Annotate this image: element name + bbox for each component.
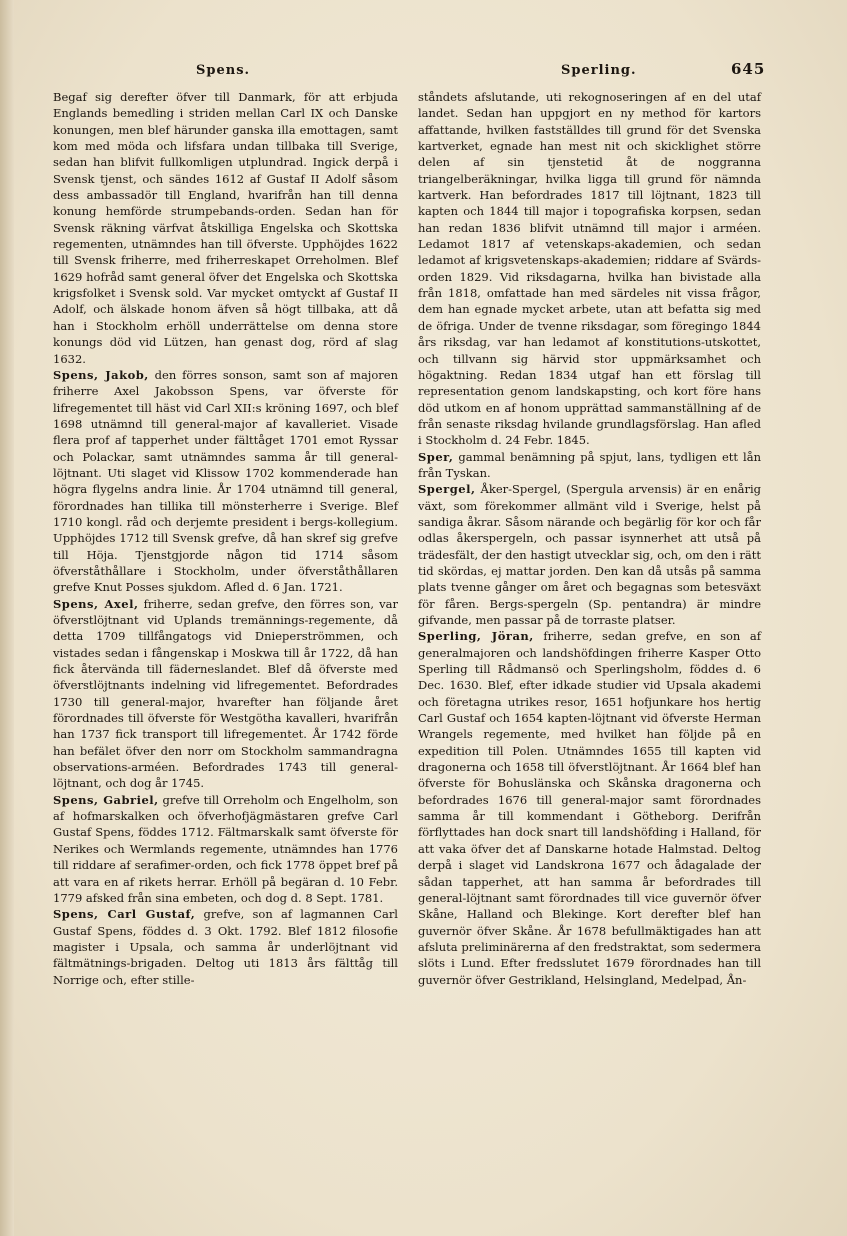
right-column xyxy=(418,89,761,988)
entry-text: grefve, son af lagmannen Carl Gustaf Spens, föddes d. 3 Okt. 1792. Blef 1812 filosofie magister i Upsala, och samma år underlöjtnant vid fältmätnings-brigaden. Deltog uti 1813 års fälttåg till Norrige och, efter stille- xyxy=(53,907,398,987)
entry-paragraph xyxy=(53,596,398,792)
entry-headword: Sper, xyxy=(418,449,454,464)
page-number: 645 xyxy=(731,60,766,78)
entry-paragraph xyxy=(53,367,398,596)
entry-text: Begaf sig derefter öfver till Danmark, för att erbjuda Englands bemedling i striden mellan Carl IX och Danske konungen, men blef härunder ganska illa emottagen, samt kom med möda och lifsfara undan tillbaka till Sverige, sedan han blifvit fullkomligen utplundrad. Ingick derpå i Svensk tjenst, och sändes 1612 af Gustaf II Adolf såsom dess ambassadör till England, hvarifrån han till denna konung hemförde strumpebands-orden. Sedan han för Svensk räkning värfvat åtskilliga Engelska och Skottska regementen, utnämndes han till öfverste. Upphöjdes 1622 till Svensk friherre, med friherreskapet Orreholmen. Blef 1629 hofråd samt general öfver det Engelska och Skottska krigsfolket i Svensk sold. Var mycket omtyckt af Gustaf II Adolf, och älskade honom äfven så högt tillbaka, att då han i Stockholm erhöll underrättelse om denna store konungs död vid Lützen, han genast dog, rörd af slag 1632. xyxy=(53,90,398,366)
entry-headword: Spergel, xyxy=(418,482,476,497)
entry-text: friherre, sedan grefve, den förres son, var öfverstlöjtnant vid Uplands tremännings-regemente, då detta 1709 tillfångatogs vid Dnieperströmmen, och vistades sedan i fångenskap i Moskwa till år 1722, då han fick återvända till fäderneslandet. Blef då öfverste med öfverstlöjtnants indelning vid lifregementet. Befordrades 1730 till general-major, hvarefter han följande året förordnades till öfverste för Westgötha kavalleri, hvarifrån han 1737 fick transport till lifregementet. År 1742 förde han befälet öfver den norr om Stockholm sammandragna observations-arméen. Befordrades 1743 till general-löjtnant, och dog år 1745. xyxy=(53,596,399,791)
entry-text: friherre, sedan grefve, en son af generalmajoren och landshöfdingen friherre Kasper Otto Sperling till Rådmansö och Sperlingsholm, föddes d. 6 Dec. 1630. Blef, efter idkade studier vid Upsala akademi och företagna utrikes resor, 1651 hofjunkare hos hertig Carl Gustaf och 1654 kapten-löjtnant vid öfverste Herman Wrangels regemente, med hvilket han följde på en expedition till Polen. Utnämndes 1655 till kapten vid dragonerna och 1658 till öfverstlöjtnant. År 1664 blef han öfverste för Bohuslänska och Skånska dragonerna och befordrades 1676 till general-major samt förordnades samma år till kommendant i Götheborg. Derifrån förflyttades han dock snart till landshöfding i Halland, för att vaka öfver det af Danskarne hotade Halmstad. Deltog derpå i slaget vid Landskrona 1677 och ådagalade der sådan tapperhet, att han samma år befordrades till general-löjtnant samt förordnades till vice guvernör öfver Skåne, Halland och Blekinge. Kort derefter blef han guvernör öfver Skåne. År 1678 befullmäktigades han att afsluta preliminärerna af den fredstraktat, som sedermera slöts i Lund. Efter fredsslutet 1679 förordnades han till guvernör öfver Gestrikland, Helsingland, Medelpad, Ån- xyxy=(418,629,761,987)
entry-paragraph xyxy=(418,89,761,449)
entry-text: gammal benämning på spjut, lans, tydligen ett lån från Tyskan. xyxy=(418,449,761,480)
entry-paragraph xyxy=(418,449,761,482)
entry-text: den förres sonson, samt son af majoren friherre Axel Jakobsson Spens, var öfverste för lifregementet till häst vid Carl XII:s kröning 1697, och blef 1698 utnämnd till general-major af kavalleriet. Visade flera prof af tapperhet under fälttåget 1701 emot Ryssar och Polackar, samt utnämndes samma år till general-löjtnant. Uti slaget vid Klissow 1702 kommenderade han högra flygelns andra linie. År 1704 utnämnd till general, förordnades han tillika till mönsterherre i Sverige. Blef 1710 kongl. råd och derjemte president i bergs-kollegium. Upphöjdes 1712 till Svensk grefve, då han skref sig grefve till Höja. Tjenstgjorde någon tid 1714 såsom öfverståthållare i Stockholm, under öfverståthållaren grefve Knut Posses sjukdom. Afled d. 6 Jan. 1721. xyxy=(53,367,398,595)
entry-paragraph xyxy=(418,628,761,988)
entry-headword: Spens, Gabriel, xyxy=(53,792,159,807)
left-column xyxy=(53,89,398,988)
entry-headword: Spens, Carl Gustaf, xyxy=(53,907,196,922)
entry-text: ståndets afslutande, uti rekognoseringen af en del utaf landet. Sedan han uppgjort en ny method för kartors affattande, hvilken fastställdes till grund för det Svenska kartverket, egnade han mest nit och skicklighet större delen af sin tjenstetid åt de noggranna triangelberäkningar, hvilka ligga till grund för nämnda kartverk. Han befordrades 1817 till löjtnant, 1823 till kapten och 1844 till major i topografiska korpsen, sedan han redan 1836 blifvit utnämnd till major i arméen. Ledamot 1817 af vetenskaps-akademien, och sedan ledamot af krigsvetenskaps-akademien; riddare af Svärds-orden 1829. Vid riksdagarna, hvilka han bivistade alla från 1818, omfattade han med särdeles nit vissa frågor, dem han egnade mycket arbete, utan att befatta sig med de öfriga. Under de tvenne riksdagar, som föregingo 1844 års riksdag, var han ledamot af konstitutions-utskottet, och tillvann sig härvid stor uppmärksamhet och högaktning. Redan 1834 utgaf han ett förslag till representation genom landskapsting, och kort före hans död utkom en af honom upprättad sammanställning af de från senaste riksdag hvilande grundlagsförslag. Han afled i Stockholm d. 24 Febr. 1845. xyxy=(418,90,761,448)
entry-headword: Spens, Jakob, xyxy=(53,367,149,382)
entry-paragraph xyxy=(53,906,398,988)
running-head-left: Spens. xyxy=(196,63,251,78)
entry-text: Åker-Spergel, (Spergula arvensis) är en enårig växt, som förekommer allmänt vild i Sverige, helst på sandiga åkrar. Såsom närande och begärlig för kor och får odlas åkerspergeln, och passar isynnerhet att utså på trädesfält, der den hastigt utvecklar sig, och, om den i rätt tid skördas, ej mattar jorden. Den kan då utsås på samma plats tvenne gånger om året och begagnas som betesväxt för fåren. Bergs-spergeln (Sp. pentandra) är mindre gifvande, men passar på de torraste platser. xyxy=(418,482,761,627)
entry-headword: Sperling, Jöran, xyxy=(418,629,534,644)
entry-headword: Spens, Axel, xyxy=(53,596,139,611)
entry-paragraph xyxy=(53,89,398,367)
entry-text: grefve till Orreholm och Engelholm, son af hofmarskalken och öfverhofjägmästaren grefve Carl Gustaf Spens, föddes 1712. Fältmarskalk samt öfverste för Nerikes och Wermlands regemente, utnämndes han 1776 till riddare af serafimer-orden, och fick 1778 öppet bref på att vara en af rikets herrar. Erhöll på begäran d. 10 Febr. 1779 afsked från sina embeten, och dog d. 8 Sept. 1781. xyxy=(53,792,399,905)
entry-paragraph xyxy=(53,792,398,906)
page-spine-shadow xyxy=(0,0,14,1236)
entry-paragraph xyxy=(418,481,761,628)
running-head-right: Sperling. xyxy=(561,63,637,78)
